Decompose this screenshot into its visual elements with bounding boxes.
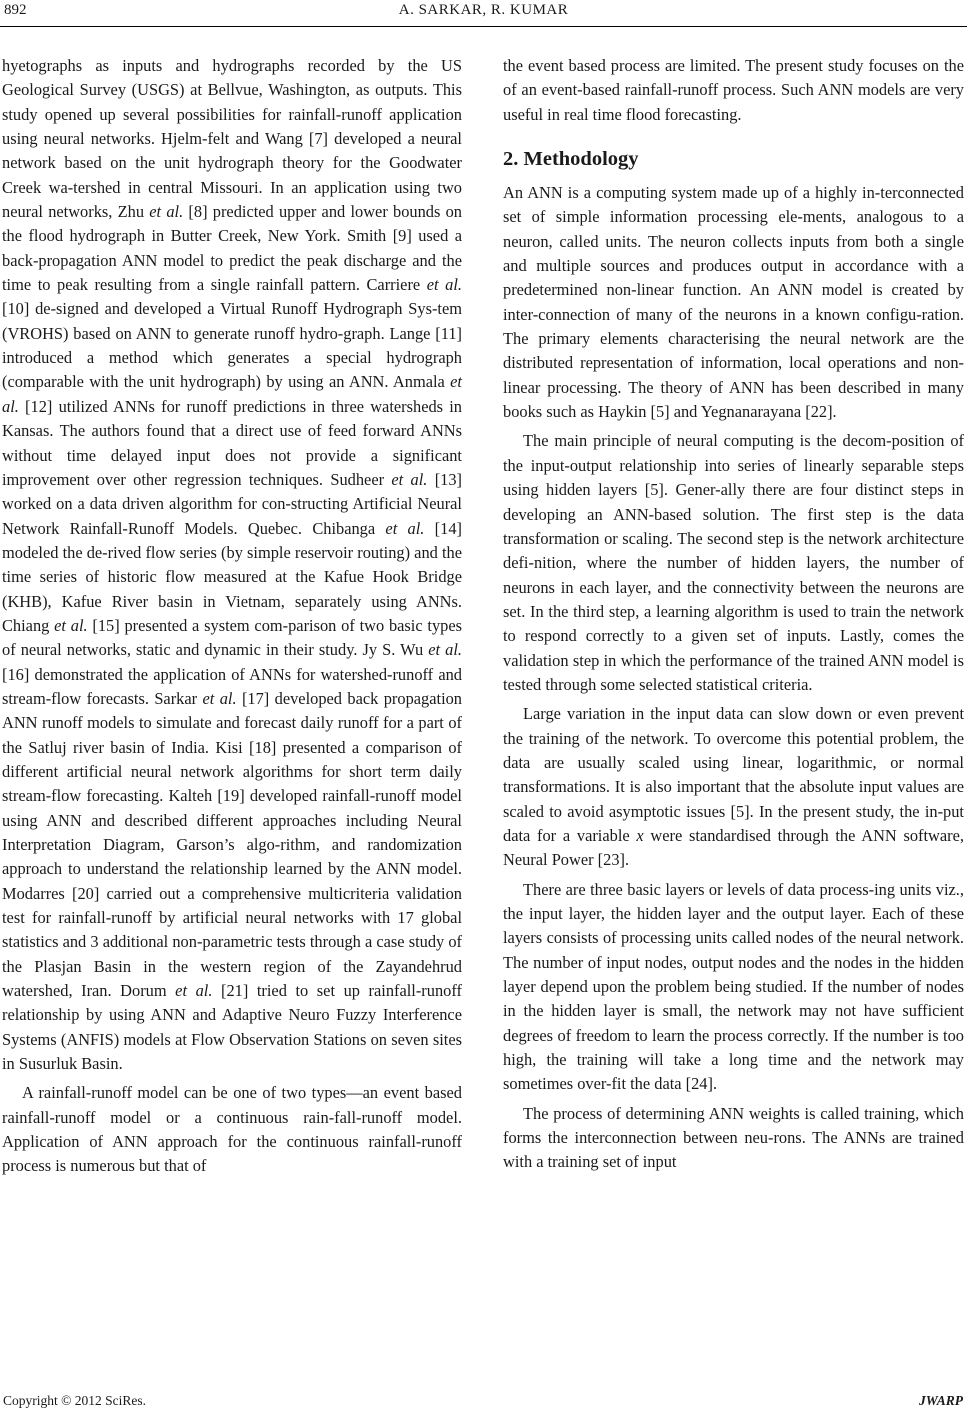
text-run: [8] predicted upper and lower bounds on the flood hydrograph in Butter Creek, New York. Smith [9] used a back-propagation ANN model to predict the peak discharge and the time to peak resulting from a single rainfall pattern. Carriere <box>2 202 462 295</box>
footer-journal: JWARP <box>918 1393 963 1408</box>
text-run: An ANN is a computing system made up of a highly in-terconnected set of simple information processing ele-ments, analogous to a neuron, called units. The neuron collects inputs from both a single and multiple sources and produces output in accordance with a predetermined non-linear function. An ANN model is created by inter-connection of many of the neurons in a known configu-ration. The primary elements characterising the neural network are the distributed representation of information, local operations and non-linear processing. The theory of ANN has been described in many books such as Haykin [5] and Yegnanarayana [22]. <box>503 183 964 422</box>
right-paragraph-5 <box>503 1102 964 1175</box>
right-paragraph-0 <box>503 54 964 127</box>
text-run: [17] developed back propagation ANN runoff models to simulate and forecast daily runoff for a part of the Satluj river basin of India. Kisi [18] presented a comparison of different artificial neural network algorithms for short term daily stream-flow forecasting. Kalteh [19] developed rainfall-runoff model using ANN and described different approaches including Neural Interpretation Diagram, Garson’s algo-rithm, and randomization approach to understand the relationship learned by the ANN model. Modarres [20] carried out a comprehensive multicriteria validation test for rainfall-runoff by artificial neural networks with 17 global statistics and 3 additional non-parametric tests through a case study of the Plasjan Basin in the western region of the Zayandehrud watershed, Iran. Dorum <box>2 688 463 1001</box>
header-rule <box>0 26 967 27</box>
italic-run: et al. <box>428 640 463 660</box>
right-paragraph-2 <box>503 429 964 697</box>
page-number: 892 <box>4 2 27 18</box>
text-run: [12] utilized ANNs for runoff predictions in three watersheds in Kansas. The authors found that a direct use of feed forward ANNs without time delayed input does not provide a significant improvement over other regression techniques. Sudheer <box>2 396 462 489</box>
footer-copyright: Copyright © 2012 SciRes. <box>3 1393 147 1408</box>
text-run: [14] modeled the de-rived flow series (by simple reservoir routing) and the time series of historic flow measured at the Kafue Hook Bridge (KHB), Kafue River basin in Vietnam, separately using ANNs. Chiang <box>2 518 462 635</box>
text-run: The process of determining ANN weights is called training, which forms the interconnection between neu-rons. The ANNs are trained with a training set of input <box>503 1103 964 1172</box>
text-run: [15] presented a system com-parison of two basic types of neural networks, static and dynamic in their study. Jy S. Wu <box>2 615 462 660</box>
text-run: The main principle of neural computing is the decom-position of the input-output relationship into series of linearly separable steps using hidden layers [5]. Gener-ally there are four distinct steps in developing an ANN-based solution. The first step is the data transformation or scaling. The second step is the network architecture defi-nition, where the number of hidden layers, the number of neurons in each layer, and the connectivity between the neurons are set. In the third step, a learning algorithm is used to train the network to respond correctly to a given set of inputs. Lastly, comes the validation step in which the performance of the trained ANN model is tested through some selected statistical criteria. <box>503 431 964 694</box>
italic-run: et al. <box>385 518 425 538</box>
italic-run: et al. <box>54 615 88 635</box>
italic-run: x <box>636 825 644 845</box>
text-run: [10] de-signed and developed a Virtual Runoff Hydrograph Sys-tem (VROHS) based on ANN to generate runoff hydro-graph. Lange [11] introduced a method which generates a special hydrograph (comparable with the unit hydrograph) by using an ANN. Anmala <box>2 299 462 392</box>
section-heading-methodology: 2. Methodology <box>503 148 639 171</box>
right-paragraph-3 <box>503 702 964 872</box>
text-run: There are three basic layers or levels of data process-ing units viz., the input layer, the hidden layer and the output layer. Each of these layers consists of processing units called nodes of the neural network. The number of input nodes, output nodes and the nodes in the hidden layer depend upon the problem being studied. If the number of nodes in the hidden layer is small, the network may not have sufficient degrees of freedom to learn the process correctly. If the number is too high, the training will take a long time and the network may sometimes over-fit the data [24]. <box>503 879 964 1094</box>
text-run: A rainfall-runoff model can be one of two types—an event based rainfall-runoff model or a continuous rain-fall-runoff model. Application of ANN approach for the continuous rainfall-runoff process is numerous but that of <box>2 1083 462 1176</box>
left-column <box>2 54 462 1179</box>
right-paragraph-4 <box>503 878 964 1097</box>
italic-run: et al. <box>391 469 428 489</box>
text-run: the event based process are limited. The present study focuses on the of an event-based rainfall-runoff process. Such ANN models are very useful in real time flood forecasting. <box>503 56 964 124</box>
italic-run: et al. <box>202 688 237 708</box>
text-run: were standardised through the ANN software, Neural Power [23]. <box>503 825 965 870</box>
left-paragraph-2 <box>2 1081 462 1178</box>
italic-run: et al. <box>175 981 213 1001</box>
italic-run: et al. <box>426 275 462 295</box>
italic-run: et al. <box>149 202 184 222</box>
text-run: [21] tried to set up rainfall-runoff relationship by using ANN and Adaptive Neuro Fuzzy Interference Systems (ANFIS) models at Flow Observation Stations on seven sites in Susurluk Basin. <box>2 981 462 1074</box>
text-run: hyetographs as inputs and hydrographs recorded by the US Geological Survey (USGS) at Bellvue, Washington, as outputs. This study opened up several possibilities for rainfall-runoff application using neural networks. Hjelm-felt and Wang [7] developed a neural network based on the unit hydrograph theory for the Goodwater Creek wa-tershed in central Missouri. In an application using two neural networks, Zhu <box>2 56 462 222</box>
text-run: Large variation in the input data can slow down or even prevent the training of the network. To overcome this potential problem, the data are usually scaled using linear, logarithmic, or normal transformations. It is also important that the absolute input values are scaled to avoid asymptotic issues [5]. In the present study, the in-put data for a variable <box>503 704 964 845</box>
italic-run: et al. <box>2 372 462 416</box>
left-paragraph-1 <box>2 54 462 1076</box>
right-column <box>503 54 964 1175</box>
text-run: [13] worked on a data driven algorithm for con-structing Artificial Neural Network Rainfall-Runoff Models. Quebec. Chibanga <box>2 469 463 538</box>
running-header-authors: A. SARKAR, R. KUMAR <box>398 2 569 18</box>
text-run: [16] demonstrated the application of ANNs for watershed-runoff and stream-flow forecasts. Sarkar <box>2 664 462 708</box>
right-paragraph-1 <box>503 181 964 424</box>
